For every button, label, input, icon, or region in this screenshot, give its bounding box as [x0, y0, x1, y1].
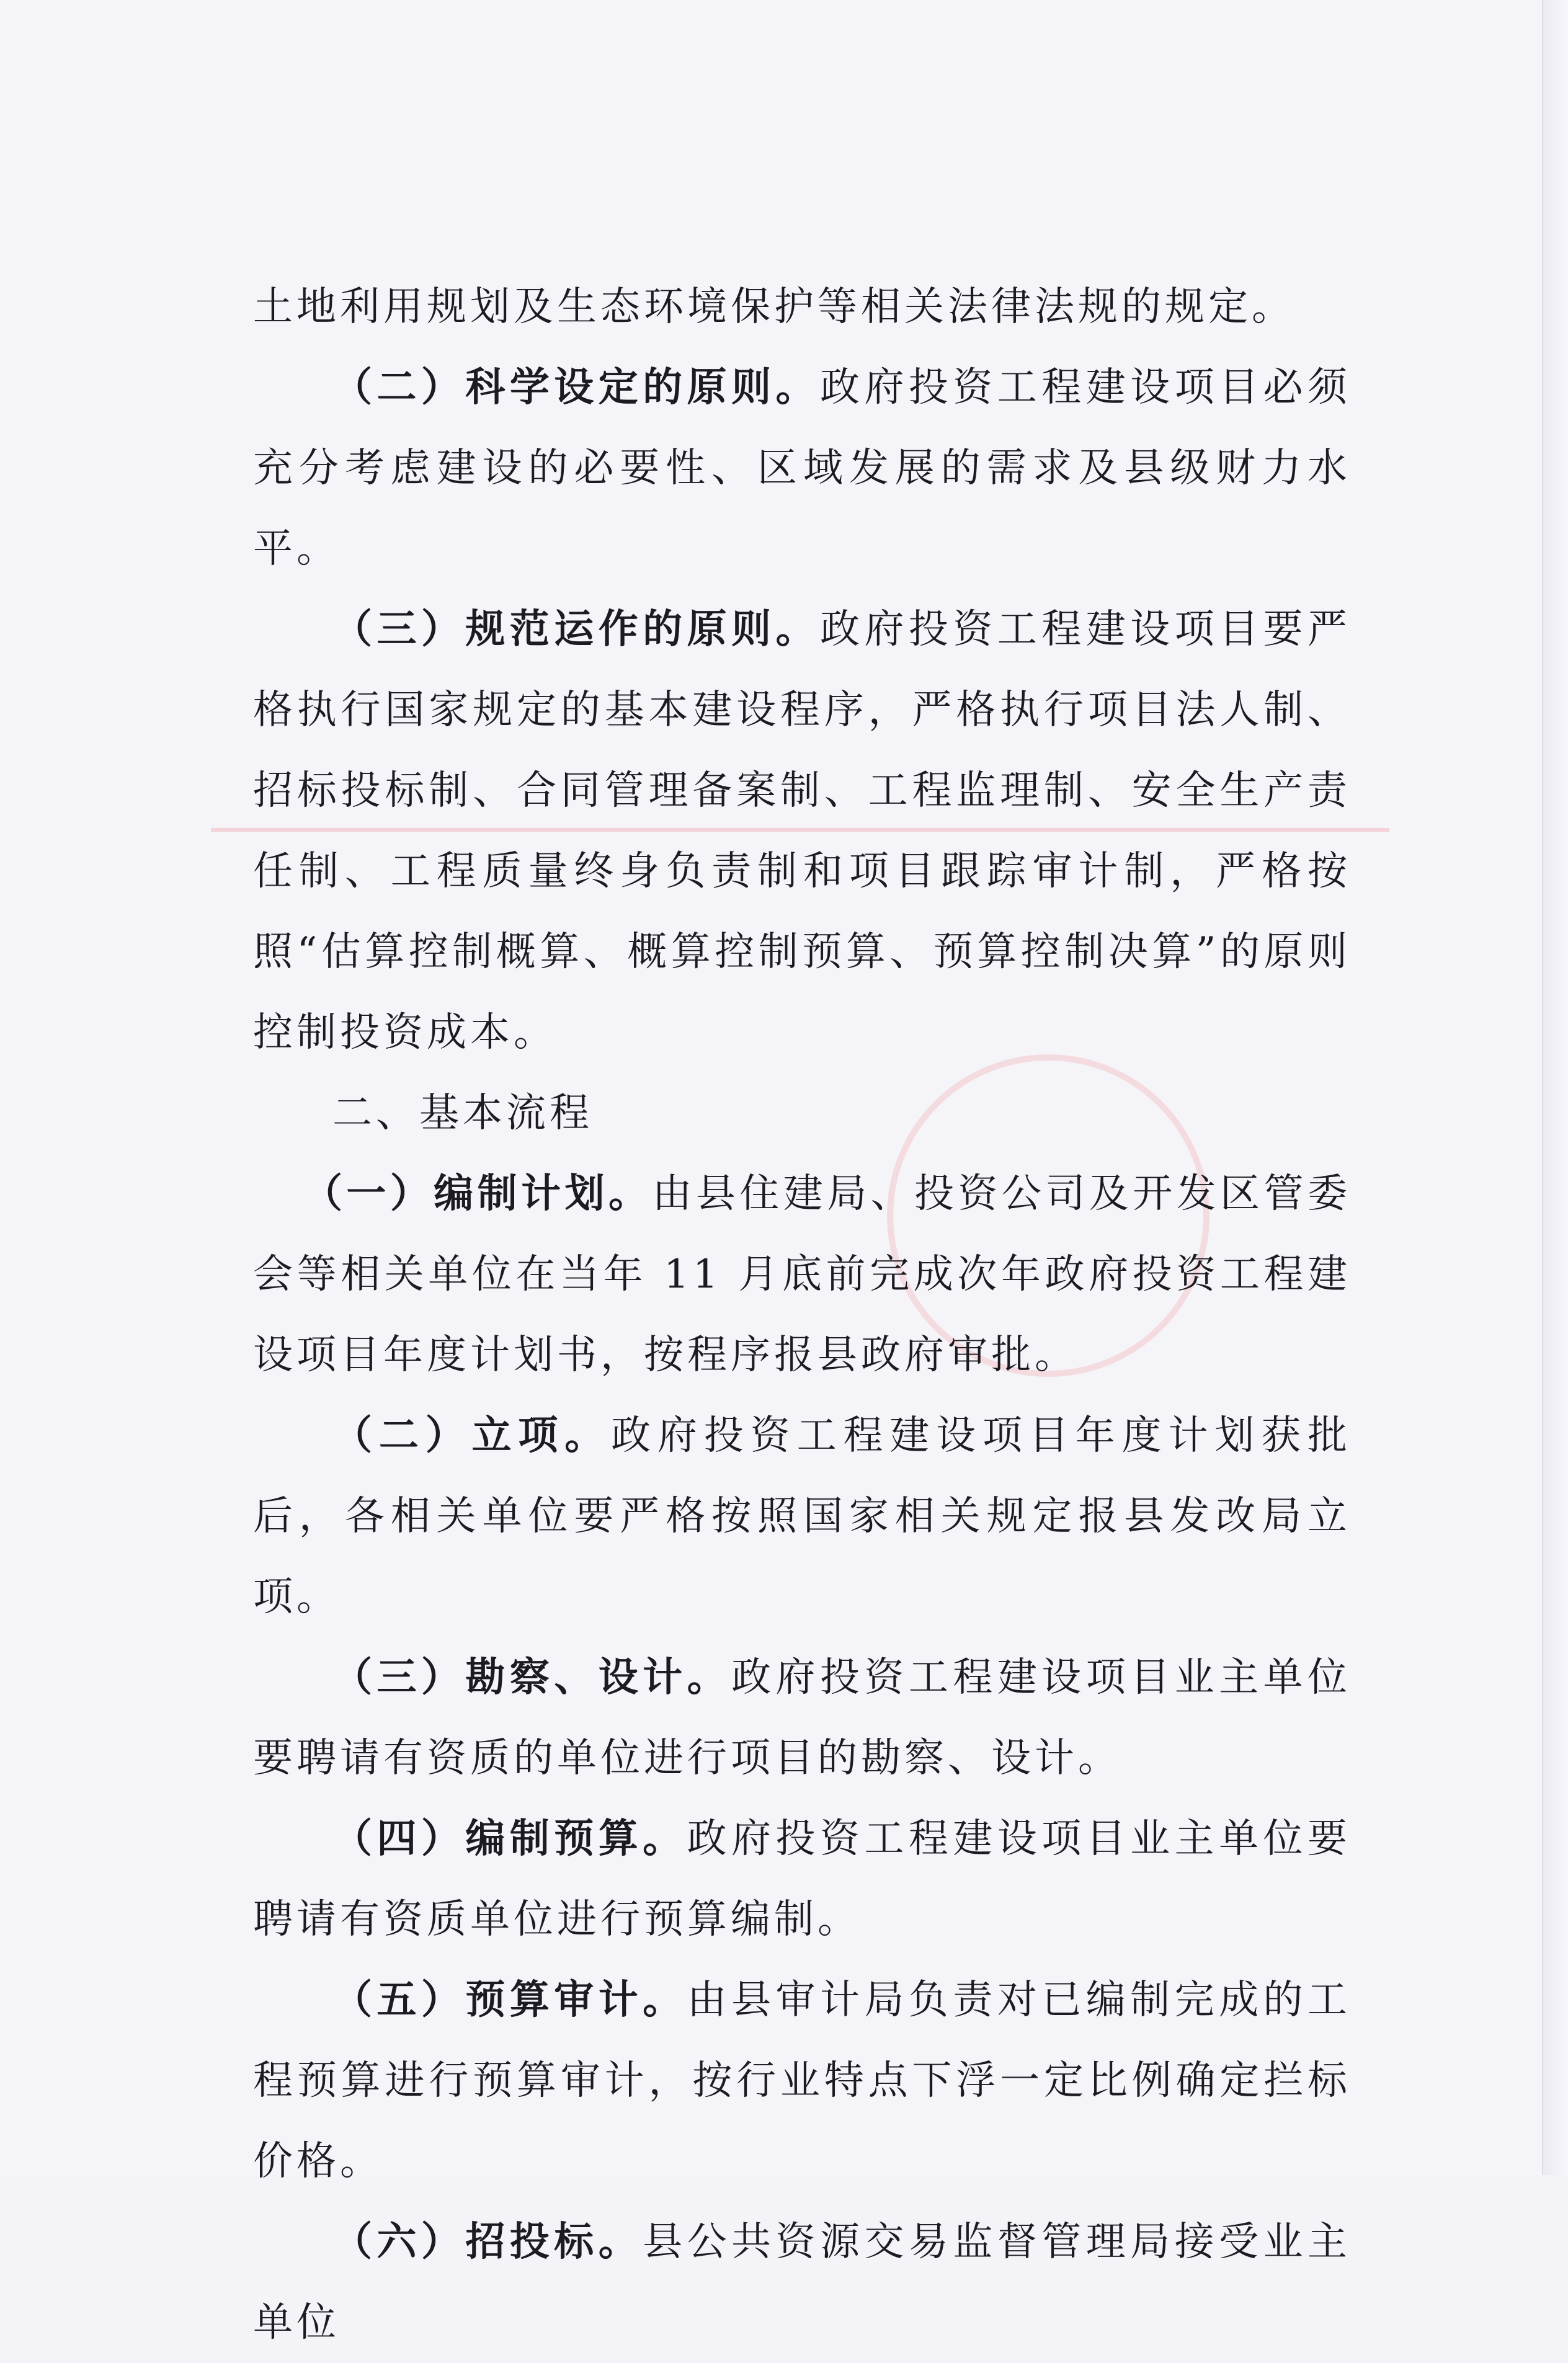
- paragraph-3: [253, 589, 1351, 1073]
- paragraph-10-text: 县公共资源交易监督管理局接受业主单位: [253, 2219, 1352, 2346]
- paragraph-8: [253, 1799, 1351, 1960]
- paragraph-5-heading: （一）编制计划。: [303, 1170, 653, 1217]
- paragraph-10-heading: （六）招投标。: [332, 2218, 643, 2265]
- paragraph-2-heading: （二）科学设定的原则。: [332, 364, 820, 411]
- paragraph-3-text: 政府投资工程建设项目要严格执行国家规定的基本建设程序，严格执行项目法人制、招标投标制、合同管理备案制、工程监理制、安全生产责任制、工程质量终身负责制和项目跟踪审计制，严格按照“估算控制概算、概算控制预算、预算控制决算”的原则控制投资成本。: [253, 607, 1351, 1056]
- paragraph-10: [253, 2202, 1351, 2363]
- paragraph-5: [253, 1154, 1351, 1395]
- paragraph-3-heading: （三）规范运作的原则。: [332, 606, 820, 652]
- paragraph-1: [253, 267, 1351, 347]
- paragraph-2: [253, 347, 1351, 589]
- paragraph-5-text: 由县住建局、投资公司及开发区管委会等相关单位在当年 11 月底前完成次年政府投资工程建设项目年度计划书，按程序报县政府审批。: [253, 1171, 1352, 1378]
- paragraph-6-heading: （二）立项。: [332, 1412, 612, 1459]
- paragraph-9-heading: （五）预算审计。: [332, 1977, 687, 2023]
- scan-edge: [1542, 0, 1568, 2175]
- paragraph-8-text: 政府投资工程建设项目业主单位要聘请有资质单位进行预算编制。: [253, 1816, 1352, 1942]
- document-body: [253, 267, 1351, 2363]
- paragraph-7-text: 政府投资工程建设项目业主单位要聘请有资质的单位进行项目的勘察、设计。: [253, 1655, 1352, 1781]
- paragraph-1-text: 土地利用规划及生态环境保护等相关法律法规的规定。: [253, 284, 1295, 330]
- section-heading-text: 二、基本流程: [332, 1090, 593, 1136]
- paragraph-2-text: 政府投资工程建设项目必须充分考虑建设的必要性、区域发展的需求及县级财力水平。: [253, 365, 1351, 572]
- paragraph-7-heading: （三）勘察、设计。: [332, 1654, 732, 1701]
- paragraph-8-heading: （四）编制预算。: [332, 1815, 687, 1862]
- paragraph-9: [253, 1960, 1351, 2202]
- paragraph-7: [253, 1637, 1351, 1799]
- paragraph-6-text: 政府投资工程建设项目年度计划获批后，各相关单位要严格按照国家相关规定报县发改局立项。: [253, 1413, 1352, 1620]
- paragraph-9-text: 由县审计局负责对已编制完成的工程预算进行预算审计，按行业特点下浮一定比例确定拦标价格。: [253, 1977, 1352, 2184]
- paragraph-6: [253, 1395, 1351, 1637]
- section-heading-basic-process: [253, 1073, 1351, 1154]
